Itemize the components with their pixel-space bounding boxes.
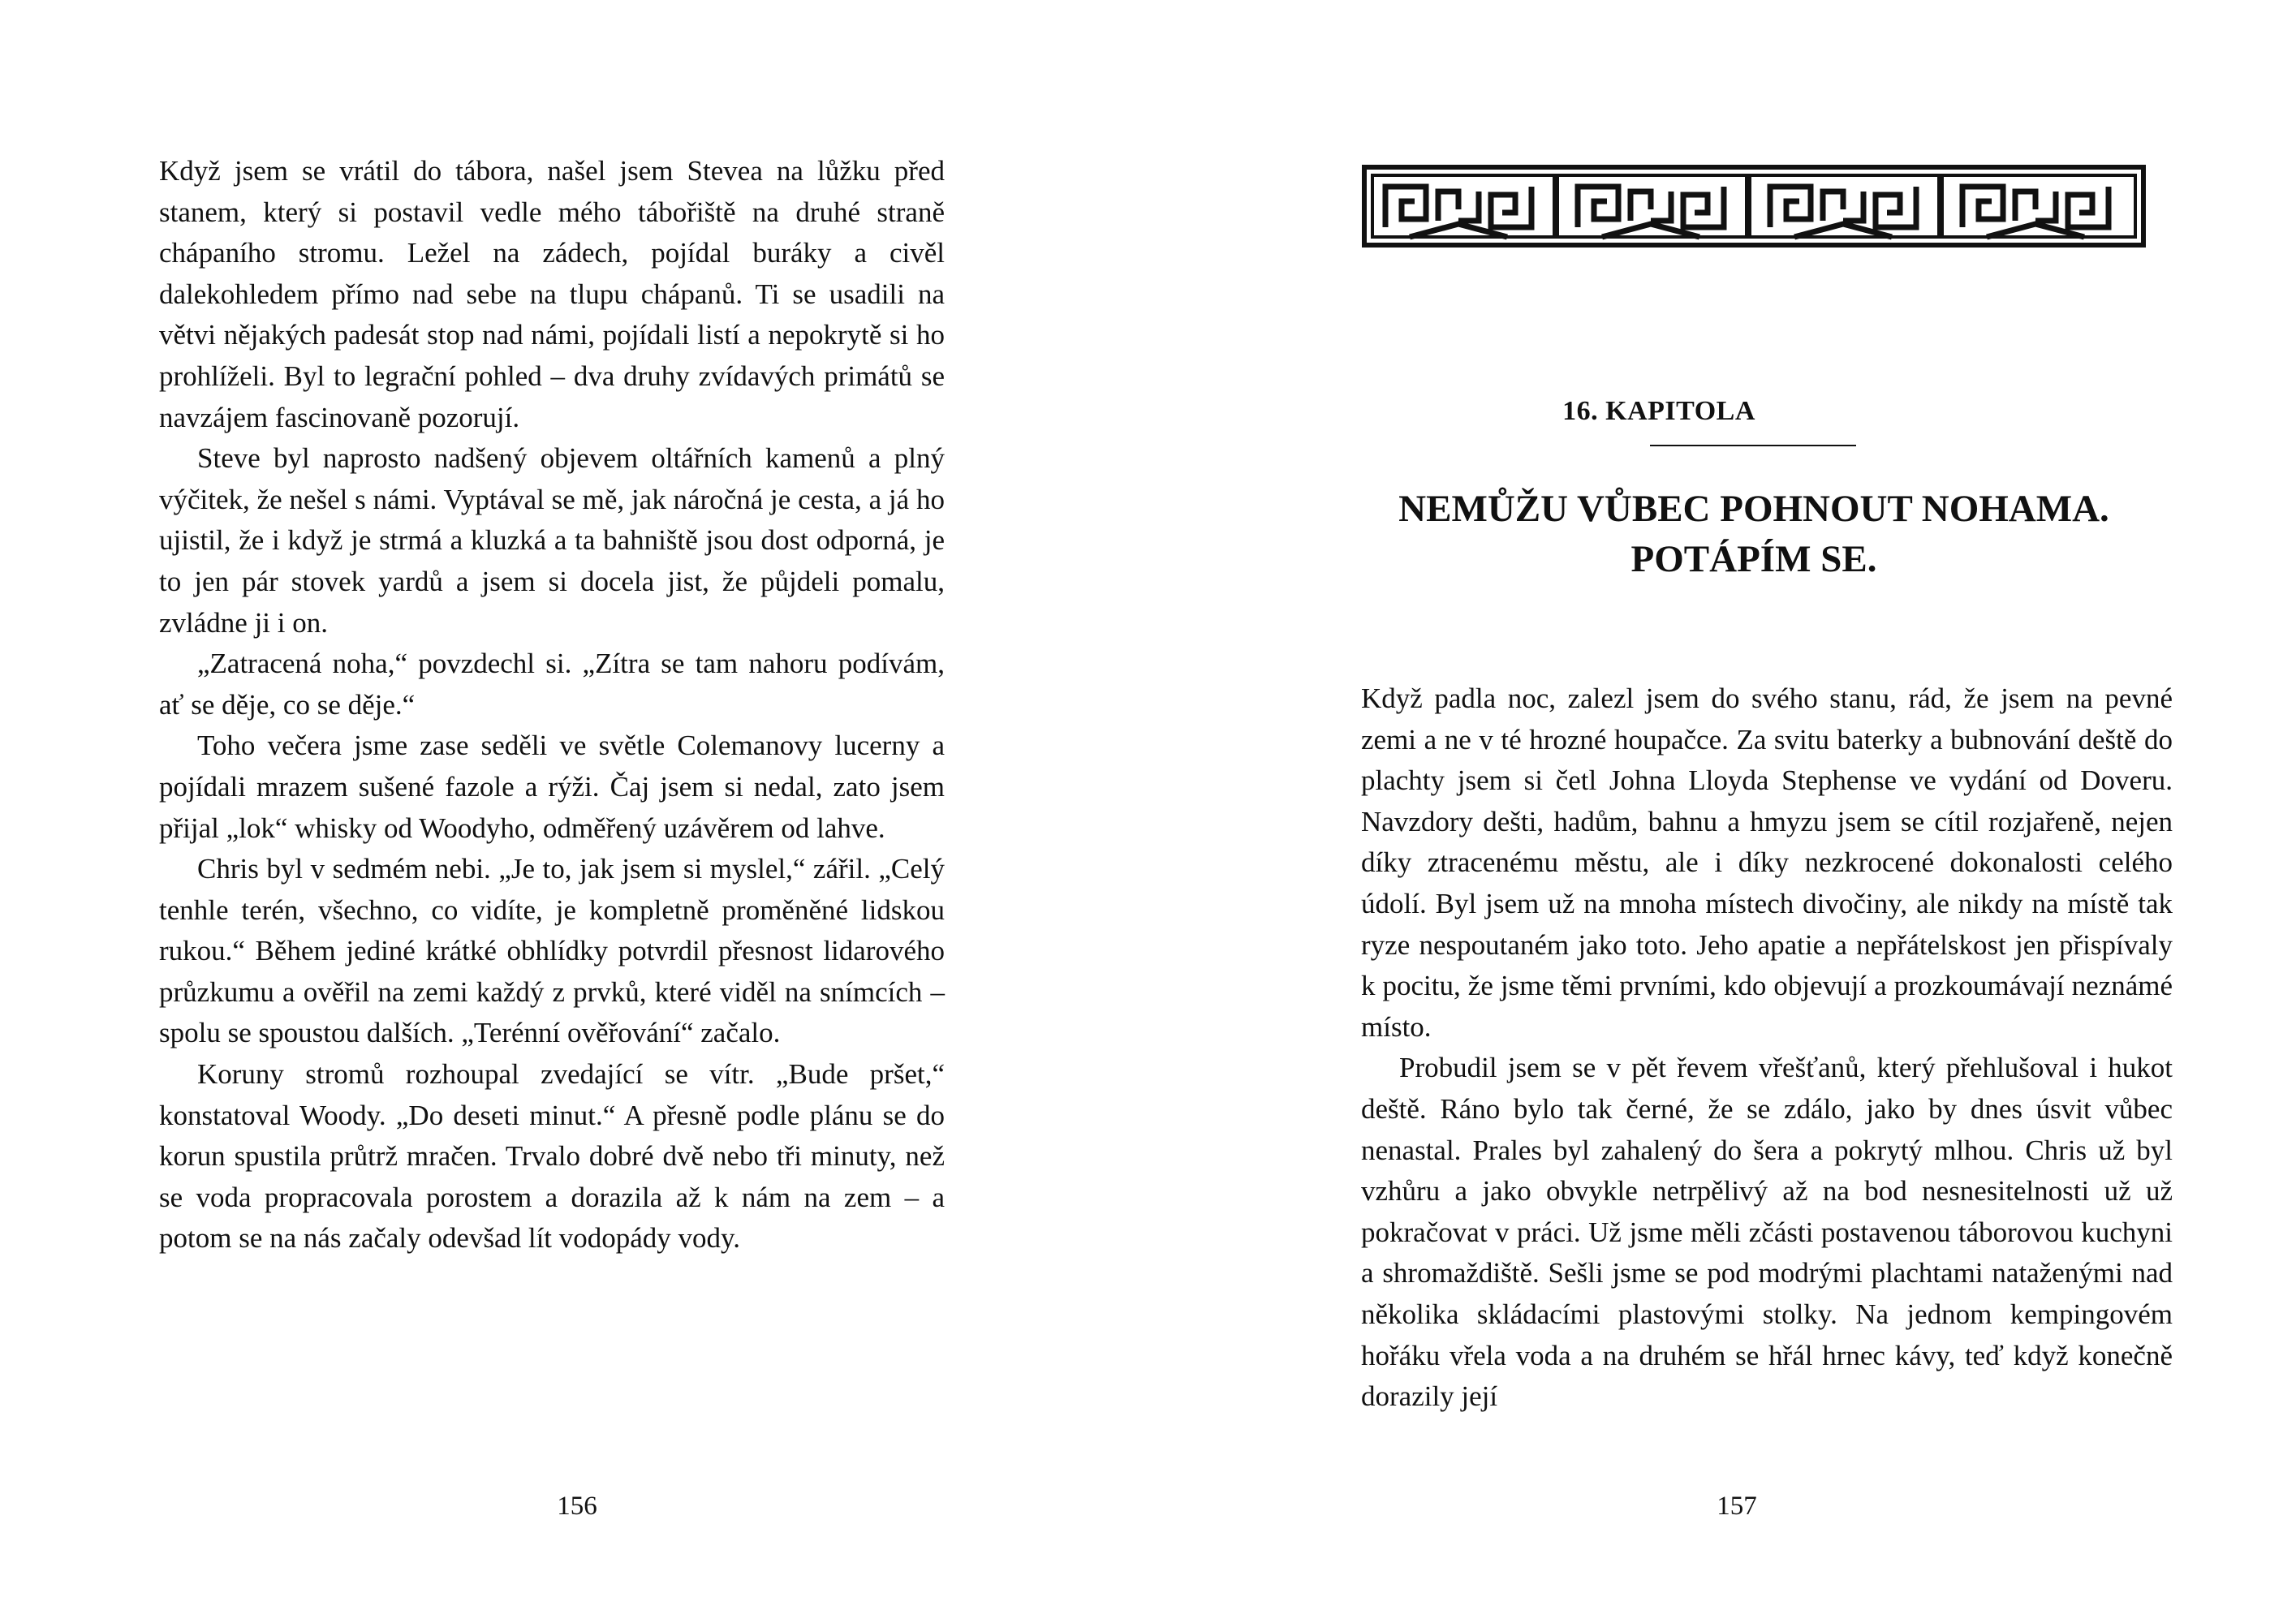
greek-key-ornament-icon: [1361, 162, 2147, 252]
chapter-title-line: NEMŮŽU VŮBEC POHNOUT NOHAMA.: [1398, 488, 2109, 530]
paragraph: Steve byl naprosto nadšený objevem oltářních kamenů a plný výčitek, že nešel s námi. Vyptával se mě, jak náročná je cesta, a já ho ujistil, že i když je strmá a kluzká a ta bahniště jsou dost odporná, je to jen pár stovek yardů a jsem si docela jist, že půjdeli pomalu, zvládne ji i on.: [159, 442, 945, 639]
paragraph: Chris byl v sedmém nebi. „Je to, jak jsem si myslel,“ zářil. „Celý tenhle terén, všechno, co vidíte, je kompletně proměněné lidskou rukou.“ Během jediné krátké obhlídky potvrdil přesnost lidarového průzkumu a ověřil na zemi každý z prvků, které viděl na snímcích – spolu se spoustou dalších. „Terénní ověřování“ začalo.: [159, 853, 945, 1049]
page-number: 156: [557, 1492, 597, 1521]
left-page-body: [159, 151, 945, 1259]
chapter-divider: [1650, 445, 1856, 446]
right-page-body: [1361, 678, 2173, 1418]
paragraph: Koruny stromů rozhoupal zvedající se vítr. „Bude pršet,“ konstatoval Woody. „Do deseti minut.“ A přesně podle plánu se do korun spustila průtrž mračen. Trvalo dobré dvě nebo tři minuty, než se voda propracovala porostem a dorazila až k nám na zem – a potom se na nás začaly odevšad lít vodopády vody.: [159, 1058, 945, 1255]
paragraph: „Zatracená noha,“ povzdechl si. „Zítra se tam nahoru podívám, ať se děje, co se děje.“: [159, 648, 945, 721]
paragraph: Když padla noc, zalezl jsem do svého stanu, rád, že jsem na pevné zemi a ne v té hrozné houpačce. Za svitu baterky a bubnování deště do plachty jsem si četl Johna Lloyda Stephense ve vydání od Doveru. Navzdory dešti, hadům, bahnu a hmyzu jsem se cítil rozjařeně, nejen díky ztracenému městu, ale i díky nezkrocené dokonalosti celého údolí. Byl jsem už na mnoha místech divočiny, ale nikdy na místě tak ryze nespoutaném jako toto. Jeho apatie a nepřátelskost jen přispívaly k pocitu, že jsme těmi prvními, kdo objevují a prozkoumávají neznámé místo.: [1361, 682, 2173, 1043]
page-number: 157: [1717, 1492, 1757, 1521]
right-page: [1148, 0, 2296, 1623]
chapter-title: [1361, 484, 2147, 584]
paragraph: Probudil jsem se v pět řevem vřešťanů, který přehlušoval i hukot deště. Ráno bylo tak černé, že se zdálo, jako by dnes úsvit vůbec nenastal. Prales byl zahalený do šera a pokrytý mlhou. Chris už byl vzhůru a jako obvykle netrpělivý až na bod nesnesitelnosti už už pokračovat v práci. Už jsme měli zčásti postavenou táborovou kuchyni a shromaždiště. Sešli jsme se pod modrými plachtami nataženými nad několika skládacími plastovými stolky. Na jednom kempingovém hořáku vřela voda a na druhém se hřál hrnec kávy, teď když konečně dorazily její: [1361, 1052, 2173, 1413]
paragraph: Toho večera jsme zase seděli ve světle Colemanovy lucerny a pojídali mrazem sušené fazole a rýži. Čaj jsem si nedal, zato jsem přijal „lok“ whisky od Woodyho, odměřený uzávěrem od lahve.: [159, 730, 945, 844]
paragraph: Když jsem se vrátil do tábora, našel jsem Stevea na lůžku před stanem, který si postavil vedle mého tábořiště na druhé straně chápaního stromu. Ležel na zádech, pojídal buráky a civěl dalekohledem přímo nad sebe na tlupu chápanů. Ti se usadili na větvi nějakých padesát stop nad námi, pojídali listí a nepokrytě si ho prohlíželi. Byl to legrační pohled – dva druhy zvídavých primátů se navzájem fascinovaně pozorují.: [159, 155, 945, 433]
chapter-label: 16. KAPITOLA: [1562, 396, 1755, 426]
chapter-title-line: POTÁPÍM SE.: [1630, 538, 1877, 580]
